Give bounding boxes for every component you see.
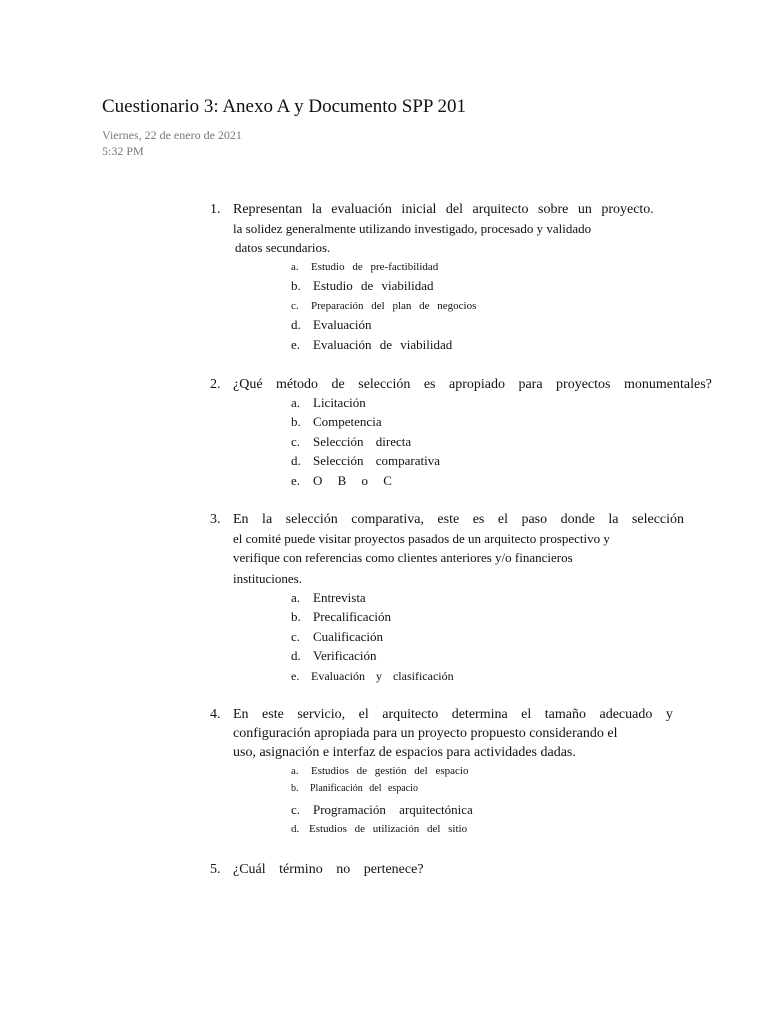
option-letter: e. bbox=[291, 337, 301, 352]
option-letter: d. bbox=[291, 648, 301, 663]
option-text: Verificación bbox=[313, 648, 377, 663]
option bbox=[291, 762, 468, 780]
option bbox=[291, 608, 391, 626]
option-letter: a. bbox=[291, 590, 301, 605]
option-text: Evaluación bbox=[313, 317, 372, 332]
option-letter: d. bbox=[291, 453, 301, 468]
option-letter: d. bbox=[291, 317, 301, 332]
option-letter: a. bbox=[291, 395, 301, 410]
question-text-line: configuración apropiada para un proyecto propuesto considerando el bbox=[233, 726, 618, 741]
option-text: Estudios de gestión del espacio bbox=[311, 765, 469, 777]
option-text: Evaluación de viabilidad bbox=[313, 337, 453, 352]
question-text-line: uso, asignación e interfaz de espacios para actividades dadas. bbox=[233, 745, 576, 760]
question-number: 2. bbox=[210, 377, 221, 392]
option bbox=[291, 433, 411, 451]
option-text: Selección directa bbox=[313, 434, 412, 449]
option-letter: e. bbox=[291, 669, 300, 683]
option-text: Cualificación bbox=[313, 629, 384, 644]
option bbox=[291, 277, 433, 295]
option bbox=[291, 801, 473, 819]
option-letter: b. bbox=[291, 278, 301, 293]
option-letter: b. bbox=[291, 609, 301, 624]
option-text: Licitación bbox=[313, 395, 366, 410]
option bbox=[291, 336, 452, 354]
question-text-line: instituciones. bbox=[233, 571, 302, 586]
option bbox=[291, 820, 467, 838]
note-time: 5:32 PM bbox=[102, 144, 144, 158]
question-text-line: ¿Qué método de selección es apropiado para proyectos monumentales? bbox=[233, 377, 712, 392]
option-text: Programación arquitectónica bbox=[313, 802, 473, 817]
option-text: O B o C bbox=[313, 473, 392, 488]
option bbox=[291, 628, 383, 646]
option bbox=[291, 647, 377, 665]
option-letter: c. bbox=[291, 300, 299, 312]
option-text: Precalificación bbox=[313, 609, 391, 624]
question-text-line: verifique con referencias como clientes anteriores y/o financieros bbox=[233, 550, 573, 565]
option bbox=[291, 780, 418, 798]
option-letter: a. bbox=[291, 765, 299, 777]
option-letter: c. bbox=[291, 802, 301, 817]
option bbox=[291, 667, 454, 685]
question-text-line: Representan la evaluación inicial del arquitecto sobre un proyecto. bbox=[233, 202, 654, 217]
question-number: 4. bbox=[210, 707, 221, 722]
question-text-line: En la selección comparativa, este es el paso donde la selección bbox=[233, 512, 685, 527]
option-letter: a. bbox=[291, 261, 299, 273]
question-text-line: datos secundarios. bbox=[235, 240, 331, 255]
option-text: Competencia bbox=[313, 414, 382, 429]
note-date: Viernes, 22 de enero de 2021 bbox=[102, 128, 242, 142]
option-letter: d. bbox=[291, 823, 300, 835]
option-text: Estudios de utilización del sitio bbox=[309, 823, 468, 835]
option bbox=[291, 297, 476, 315]
page-title: Cuestionario 3: Anexo A y Documento SPP 201 bbox=[102, 96, 466, 117]
option bbox=[291, 472, 392, 490]
option-letter: c. bbox=[291, 629, 301, 644]
option-letter: e. bbox=[291, 473, 301, 488]
question-text-line: la solidez generalmente utilizando investigado, procesado y validado bbox=[233, 221, 592, 236]
question-text-line: ¿Cuál término no pertenece? bbox=[233, 862, 424, 877]
option bbox=[291, 394, 366, 412]
question-number: 1. bbox=[210, 202, 221, 217]
option-text: Estudio de pre-factibilidad bbox=[311, 261, 439, 273]
option-text: Evaluación y clasificación bbox=[311, 669, 454, 683]
question-number: 5. bbox=[210, 862, 221, 877]
option-letter: b. bbox=[291, 783, 299, 794]
option bbox=[291, 316, 371, 334]
option bbox=[291, 413, 382, 431]
option bbox=[291, 589, 366, 607]
option-text: Selección comparativa bbox=[313, 453, 441, 468]
option bbox=[291, 452, 440, 470]
question-text-line: el comité puede visitar proyectos pasados de un arquitecto prospectivo y bbox=[233, 531, 610, 546]
question-number: 3. bbox=[210, 512, 221, 527]
option-text: Planificación del espacio bbox=[310, 783, 418, 794]
option-letter: b. bbox=[291, 414, 301, 429]
option-text: Entrevista bbox=[313, 590, 366, 605]
option bbox=[291, 258, 438, 276]
question-text-line: En este servicio, el arquitecto determina el tamaño adecuado y bbox=[233, 707, 673, 722]
option-text: Preparación del plan de negocios bbox=[311, 300, 477, 312]
option-letter: c. bbox=[291, 434, 301, 449]
option-text: Estudio de viabilidad bbox=[313, 278, 434, 293]
